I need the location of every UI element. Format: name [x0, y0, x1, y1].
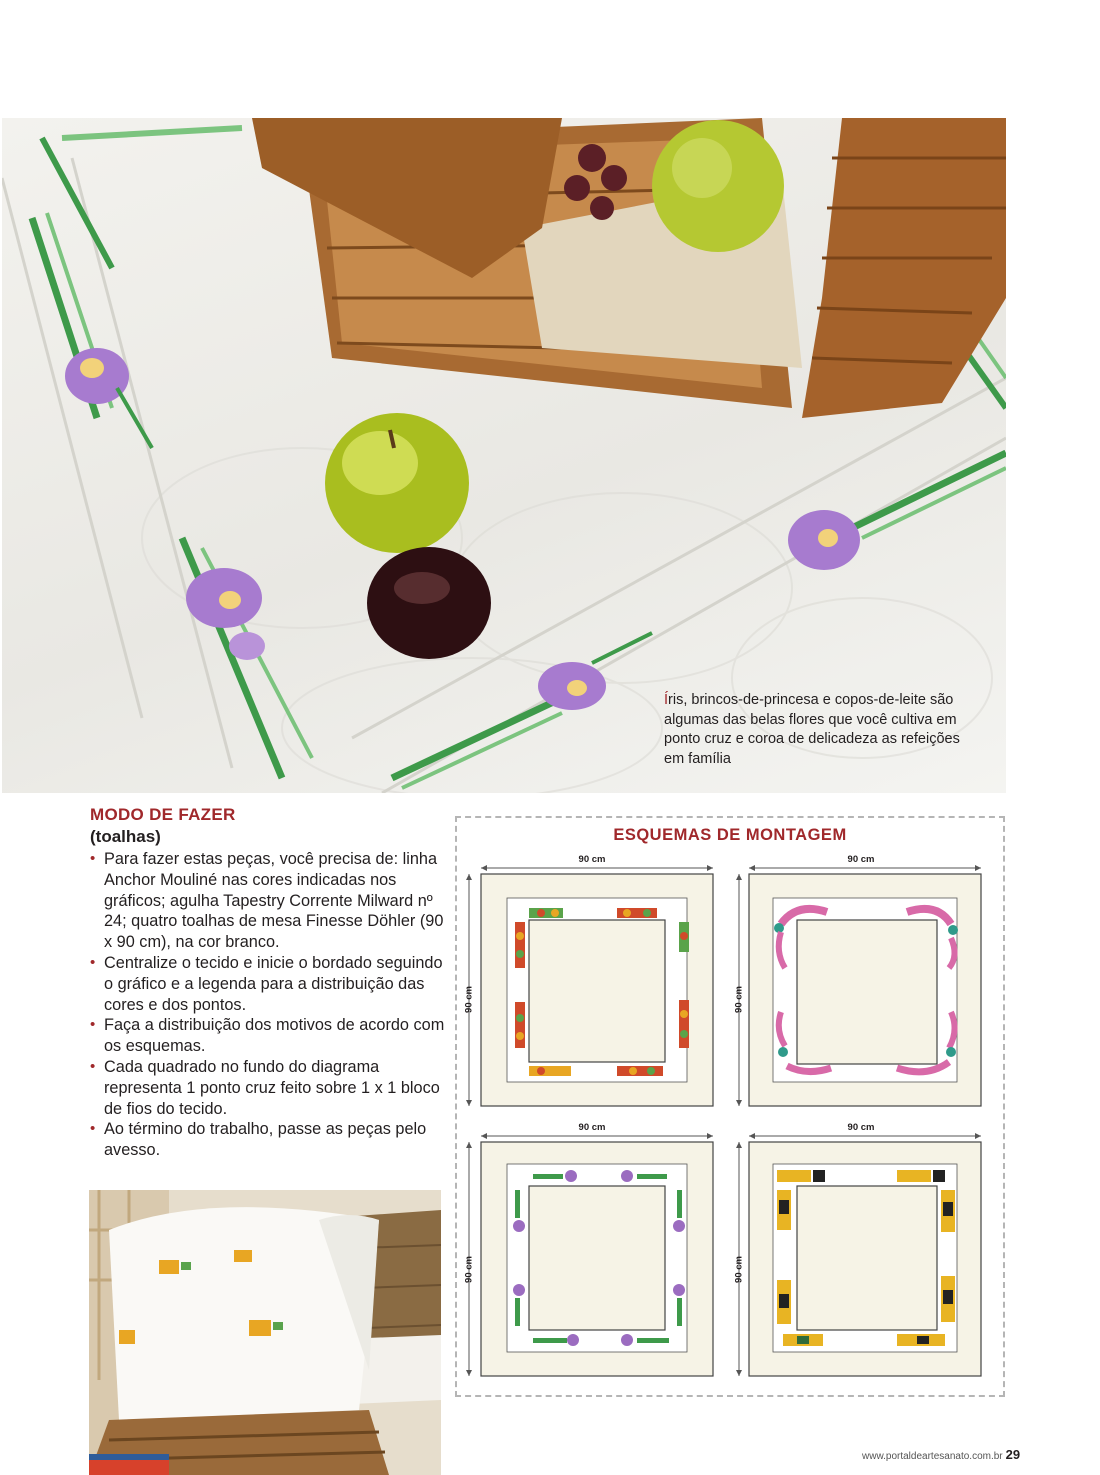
- wicker-basket: [252, 118, 1006, 418]
- assembly-schemes: [455, 816, 1005, 1397]
- step-item: [90, 1057, 450, 1119]
- scheme-diagram-2: [727, 852, 1002, 1122]
- chair-photo: [89, 1190, 441, 1475]
- height-label: 90 cm: [463, 1256, 475, 1283]
- scheme-diagram-3: [457, 1120, 732, 1392]
- website-url: www.portaldeartesanato.com.br: [862, 1451, 1003, 1462]
- height-label: 90 cm: [733, 986, 745, 1013]
- bullet-icon: •: [90, 953, 96, 971]
- step-item: [90, 953, 450, 1015]
- photo-caption: [664, 691, 964, 769]
- scheme-drawing: [457, 852, 732, 1122]
- steps-list: [90, 849, 450, 1161]
- height-label: 90 cm: [733, 1256, 745, 1283]
- scheme-diagram-1: [457, 852, 732, 1122]
- height-label: 90 cm: [463, 986, 475, 1013]
- bullet-icon: •: [90, 1120, 96, 1138]
- step-item: [90, 1015, 450, 1057]
- bullet-icon: •: [90, 1057, 96, 1075]
- page-footer: [862, 1447, 1020, 1462]
- step-text: Para fazer estas peças, você precisa de: linha Anchor Mouliné nas cores indicadas nos gráficos; agulha Tapestry Corrente Milward nº 24; quatro toalhas de mesa Finesse Döhler (90 x 90 cm), na cor branco.: [104, 850, 444, 952]
- bullet-icon: •: [90, 850, 96, 867]
- caption-drop-letter: Í: [664, 692, 669, 708]
- width-label: 90 cm: [578, 1122, 606, 1133]
- green-apple: [325, 413, 469, 553]
- width-label: 90 cm: [847, 1122, 875, 1133]
- instructions-subtitle: (toalhas): [90, 827, 161, 846]
- plum: [367, 547, 491, 659]
- chair-illustration: [89, 1190, 441, 1475]
- step-text: Ao término do trabalho, passe as peças pelo avesso.: [104, 1120, 427, 1160]
- step-text: Faça a distribuição dos motivos de acordo com os esquemas.: [104, 1016, 445, 1056]
- instructions-section: [90, 805, 450, 1161]
- width-label: 90 cm: [578, 854, 606, 865]
- step-text: Centralize o tecido e inicie o bordado seguindo o gráfico e a legenda para a distribuição das cores e dos pontos.: [104, 953, 443, 1014]
- step-item: [90, 1119, 450, 1161]
- bullet-icon: •: [90, 1016, 96, 1034]
- scheme-drawing: [727, 1120, 1002, 1392]
- caption-text: ris, brincos-de-princesa e copos-de-leite são algumas das belas flores que você cultiva em ponto cruz e coroa de delicadeza as refeições em família: [664, 692, 960, 767]
- width-label: 90 cm: [847, 854, 875, 865]
- page-number: 29: [1005, 1447, 1021, 1462]
- step-item: [90, 849, 450, 953]
- scheme-drawing: [727, 852, 1002, 1122]
- scheme-drawing: [457, 1120, 732, 1392]
- schemes-title: ESQUEMAS DE MONTAGEM: [613, 826, 847, 844]
- step-text: Cada quadrado no fundo do diagrama representa 1 ponto cruz feito sobre 1 x 1 bloco de fios do tecido.: [104, 1057, 440, 1118]
- instructions-title: MODO DE FAZER: [90, 805, 236, 824]
- scheme-diagram-4: [727, 1120, 1002, 1392]
